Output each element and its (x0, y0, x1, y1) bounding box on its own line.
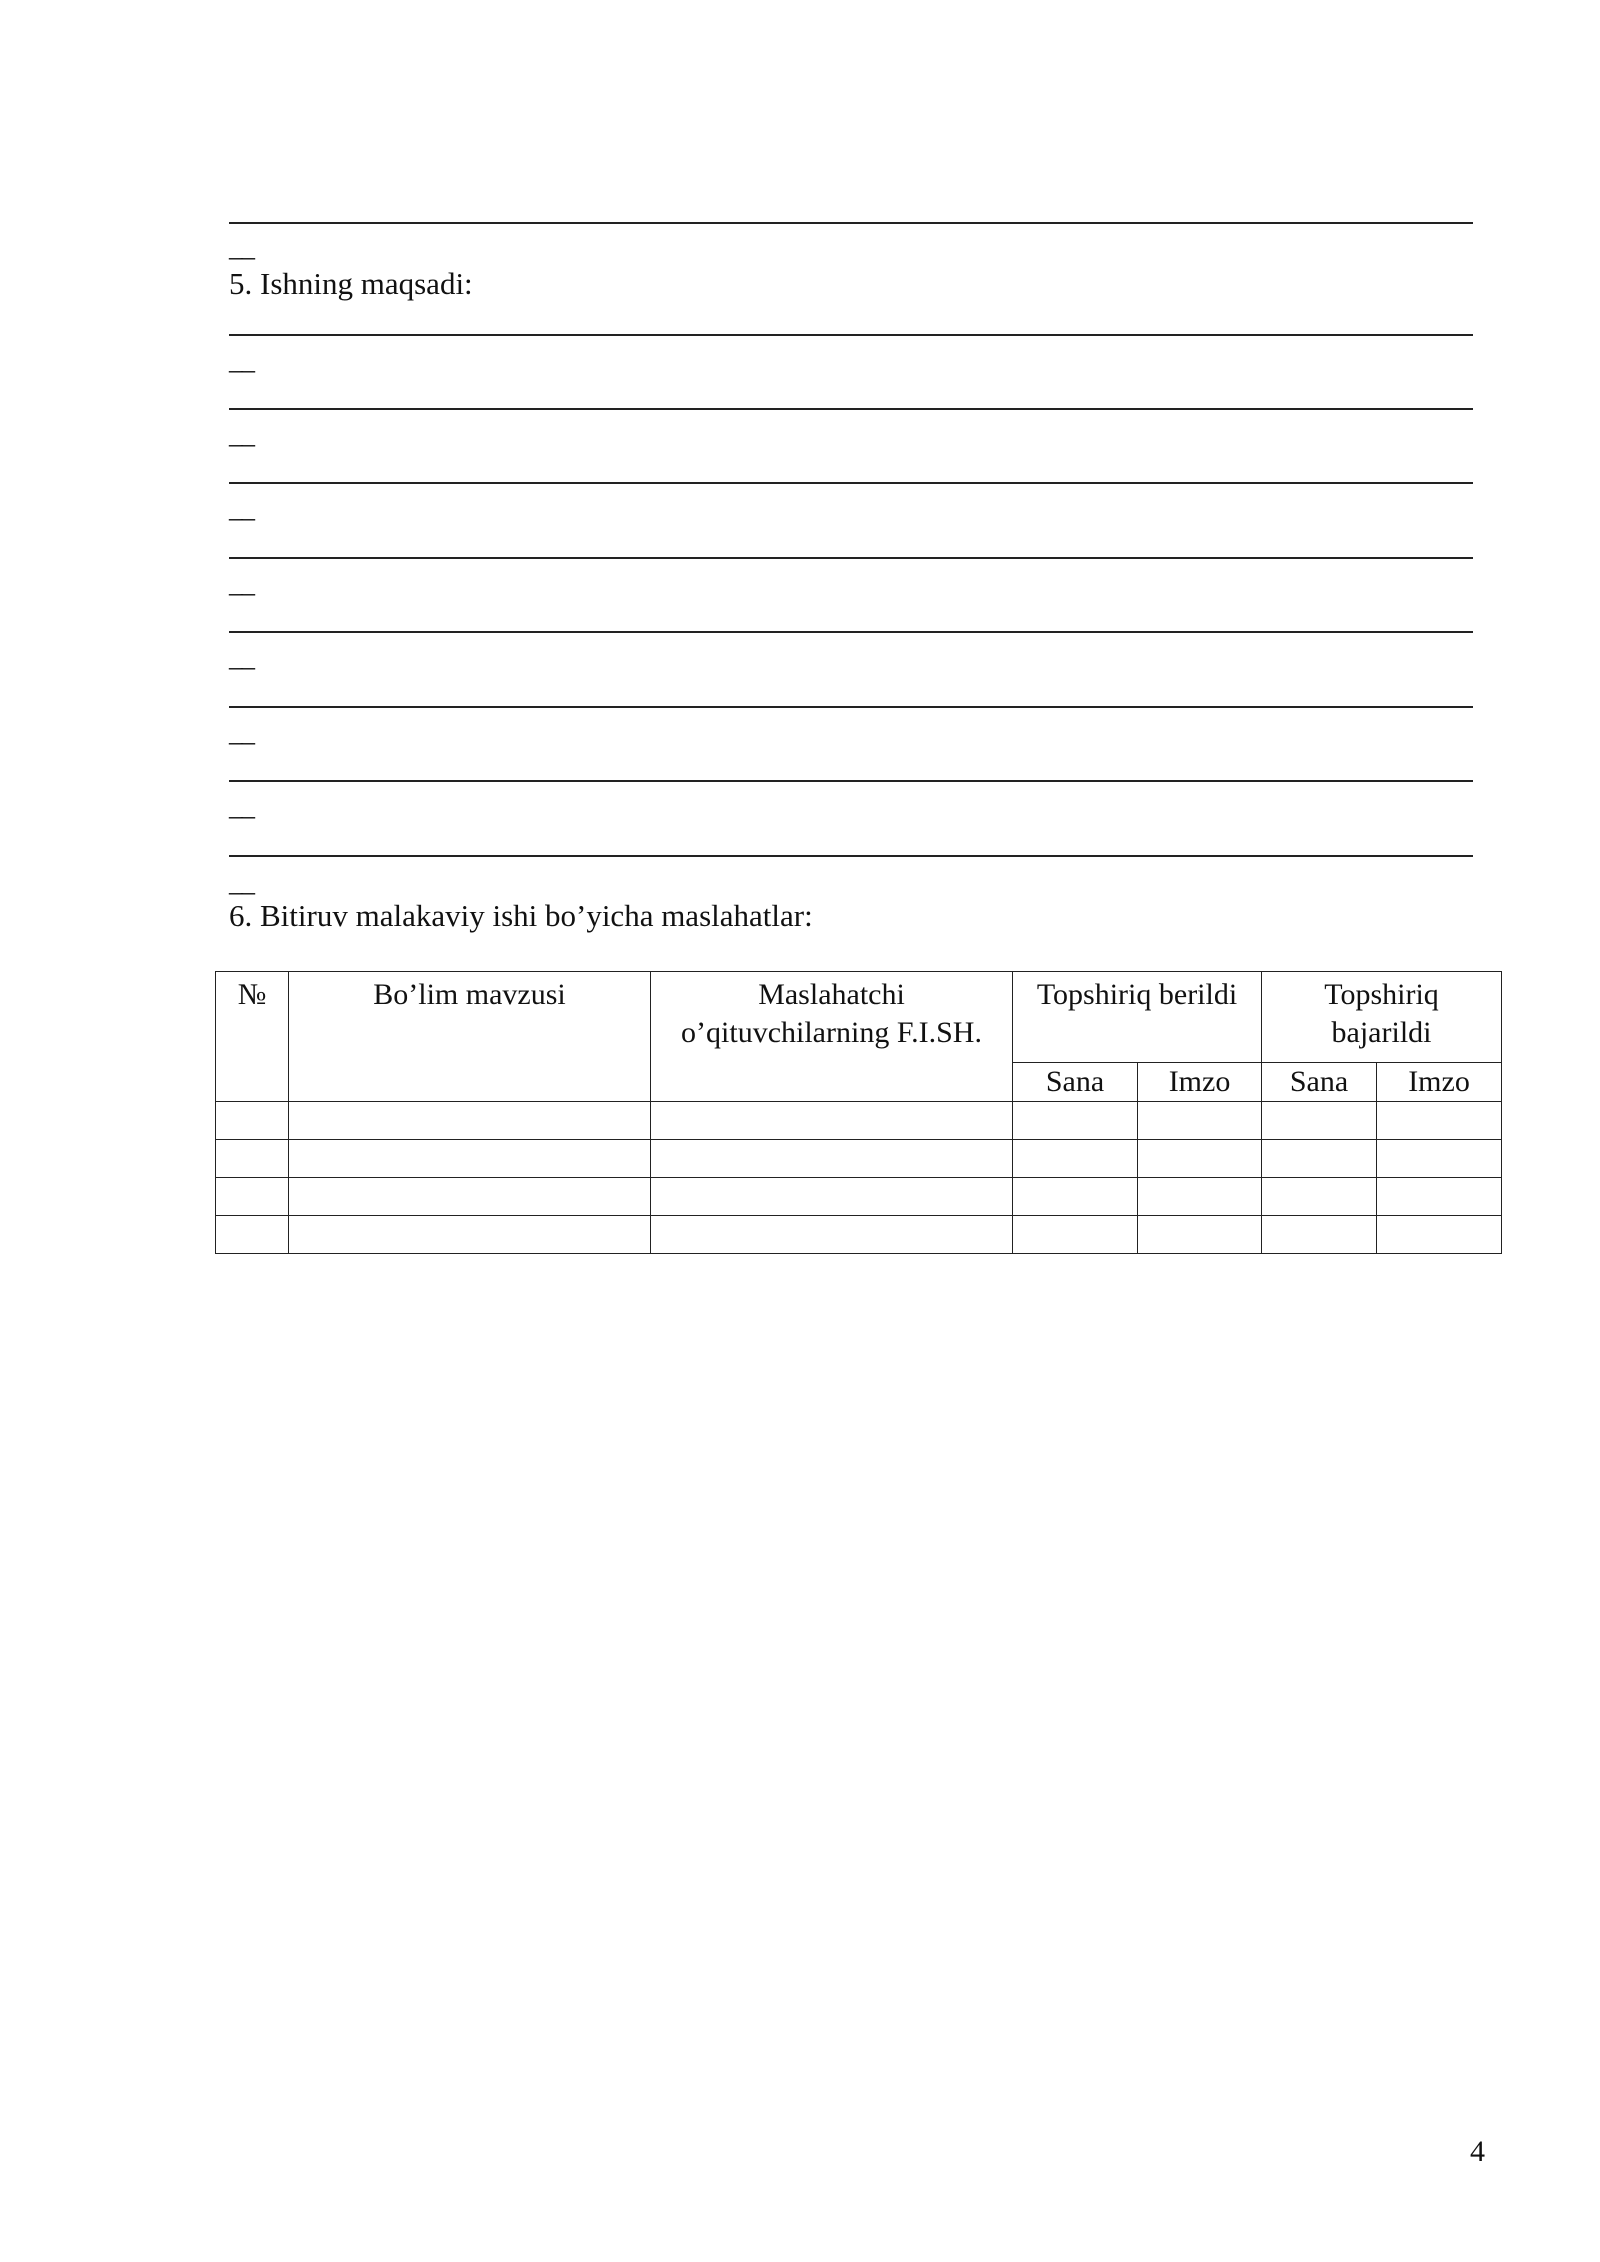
blank-line (229, 855, 1473, 857)
header-task-completed (1262, 972, 1502, 1063)
cell-advisor[interactable] (651, 1140, 1013, 1178)
header-section-topic: Bo’lim mavzusi (289, 972, 651, 1102)
page-number: 4 (1470, 2135, 1485, 2168)
cell-done-date[interactable] (1262, 1178, 1377, 1216)
cell-given-date[interactable] (1013, 1178, 1138, 1216)
header-advisor-label: Maslahatchi o’qituvchilarning F.I.SH. (681, 978, 982, 1049)
cell-number[interactable] (216, 1216, 289, 1254)
blank-line (229, 631, 1473, 633)
table-row (216, 1140, 1502, 1178)
section-6-heading: 6. Bitiruv malakaviy ishi bo’yicha maslahatlar: (229, 898, 813, 933)
blank-line (229, 557, 1473, 559)
table-row (216, 1178, 1502, 1216)
cell-given-signature[interactable] (1138, 1140, 1262, 1178)
blank-line (229, 334, 1473, 336)
blank-line-mark: __ (229, 568, 253, 599)
blank-line-mark: __ (229, 493, 253, 524)
blank-line (229, 222, 1473, 224)
blank-line-mark: __ (229, 642, 253, 673)
cell-number[interactable] (216, 1140, 289, 1178)
cell-given-date[interactable] (1013, 1216, 1138, 1254)
blank-line-mark: __ (229, 791, 253, 822)
cell-done-signature[interactable] (1377, 1216, 1502, 1254)
table-row (216, 1216, 1502, 1254)
cell-given-signature[interactable] (1138, 1178, 1262, 1216)
cell-advisor[interactable] (651, 1178, 1013, 1216)
header-task-completed-label: Topshiriq bajarildi (1324, 978, 1439, 1049)
blank-line-mark: __ (229, 345, 253, 376)
cell-done-date[interactable] (1262, 1140, 1377, 1178)
cell-done-signature[interactable] (1377, 1140, 1502, 1178)
cell-topic[interactable] (289, 1178, 651, 1216)
blank-line-mark: __ (229, 232, 253, 263)
section-5-heading: 5. Ishning maqsadi: (229, 266, 473, 301)
table-header-row (216, 972, 1502, 1063)
blank-line-mark: __ (229, 867, 253, 898)
blank-line (229, 408, 1473, 410)
blank-line-mark: __ (229, 717, 253, 748)
header-done-date: Sana (1262, 1063, 1377, 1102)
cell-number[interactable] (216, 1102, 289, 1140)
header-done-signature: Imzo (1377, 1063, 1502, 1102)
cell-advisor[interactable] (651, 1216, 1013, 1254)
cell-given-signature[interactable] (1138, 1102, 1262, 1140)
cell-advisor[interactable] (651, 1102, 1013, 1140)
blank-line (229, 706, 1473, 708)
cell-done-date[interactable] (1262, 1102, 1377, 1140)
cell-topic[interactable] (289, 1216, 651, 1254)
cell-given-date[interactable] (1013, 1140, 1138, 1178)
cell-topic[interactable] (289, 1140, 651, 1178)
cell-topic[interactable] (289, 1102, 651, 1140)
header-given-date: Sana (1013, 1063, 1138, 1102)
cell-done-date[interactable] (1262, 1216, 1377, 1254)
cell-given-signature[interactable] (1138, 1216, 1262, 1254)
header-advisor (651, 972, 1013, 1102)
cell-done-signature[interactable] (1377, 1102, 1502, 1140)
header-given-signature: Imzo (1138, 1063, 1262, 1102)
consultation-table (215, 971, 1502, 1254)
header-task-given: Topshiriq berildi (1013, 972, 1262, 1063)
blank-line-mark: __ (229, 419, 253, 450)
header-number: № (216, 972, 289, 1102)
cell-done-signature[interactable] (1377, 1178, 1502, 1216)
cell-number[interactable] (216, 1178, 289, 1216)
table-row (216, 1102, 1502, 1140)
cell-given-date[interactable] (1013, 1102, 1138, 1140)
blank-line (229, 780, 1473, 782)
blank-line (229, 482, 1473, 484)
